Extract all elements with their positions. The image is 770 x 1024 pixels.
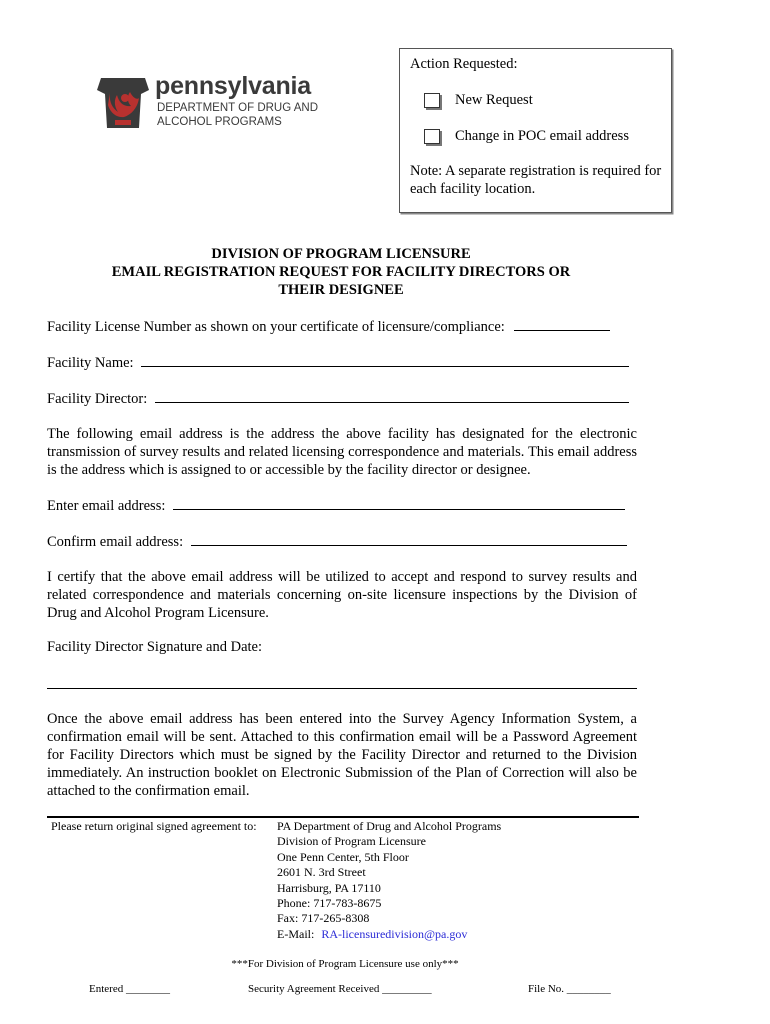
enter-email-row <box>47 496 625 515</box>
return-email-link[interactable]: RA-licensuredivision@pa.gov <box>321 926 468 941</box>
enter-email-label: Enter email address: <box>47 498 166 514</box>
confirm-email-field[interactable] <box>191 532 627 546</box>
pa-ddap-logo <box>97 74 327 134</box>
return-city: Harrisburg, PA 17110 <box>277 880 381 895</box>
return-phone: Phone: 717-783-8675 <box>277 896 382 911</box>
logo-dept-line2: ALCOHOL PROGRAMS <box>157 115 282 128</box>
file-number-field[interactable]: File No. ________ <box>528 983 611 995</box>
intro-paragraph: The following email address is the address the above facility has designated for the electronic transmission of survey results and related licensing correspondence and materials. This email address is the address which is assigned to or accessible by the facility director or designee. <box>47 426 637 478</box>
new-request-option[interactable] <box>424 92 533 109</box>
return-org: PA Department of Drug and Alcohol Programs <box>277 819 502 833</box>
signature-date-field[interactable] <box>47 688 637 689</box>
certify-paragraph: I certify that the above email address will be utilized to accept and respond to survey results and related correspondence and materials concerning on-site licensure inspections by the Division of Drug and Alcohol Program Licensure. <box>47 569 637 621</box>
return-building: One Penn Center, 5th Floor <box>277 849 409 864</box>
title-line1: DIVISION OF PROGRAM LICENSURE <box>211 246 471 262</box>
closing-paragraph: Once the above email address has been entered into the Survey Agency Information System, a confirmation email will be sent. Attached to this confirmation email will be a Password Agreement for Facility Directors which must be signed by the Facility Director and returned to the Division immediately. An instruction booklet on Electronic Submission of the Plan of Correction will also be attached to the confirmation email. <box>47 711 637 799</box>
change-poc-option[interactable] <box>424 128 629 145</box>
facility-name-label: Facility Name: <box>47 355 134 371</box>
license-number-label: Facility License Number as shown on your certificate of licensure/compliance: <box>47 319 505 335</box>
confirm-email-row <box>47 532 627 551</box>
security-agreement-field[interactable]: Security Agreement Received _________ <box>248 983 432 995</box>
return-email-row <box>277 927 501 942</box>
facility-director-field[interactable] <box>155 389 629 403</box>
entered-field[interactable]: Entered ________ <box>89 983 170 995</box>
confirm-email-label: Confirm email address: <box>47 534 184 550</box>
action-requested-box <box>399 48 672 213</box>
return-fax: Fax: 717-265-8308 <box>277 911 370 926</box>
return-label: Please return original signed agreement to: <box>51 819 257 833</box>
signature-label: Facility Director Signature and Date: <box>47 639 263 655</box>
facility-name-field[interactable] <box>141 353 629 367</box>
change-poc-label: Change in POC email address <box>455 128 629 144</box>
enter-email-field[interactable] <box>173 496 625 510</box>
return-address <box>277 819 501 942</box>
logo-wordmark: pennsylvania <box>155 72 311 100</box>
return-email-label: E-Mail: <box>277 926 315 941</box>
title-line2: EMAIL REGISTRATION REQUEST FOR FACILITY DIRECTORS OR THEIR DESIGNEE <box>111 264 571 298</box>
logo-dept-line1: DEPARTMENT OF DRUG AND <box>157 102 319 114</box>
action-requested-title: Action Requested: <box>410 56 518 72</box>
logo-department <box>157 102 327 129</box>
facility-director-row <box>47 389 629 408</box>
license-number-field[interactable] <box>514 317 610 331</box>
keystone-logo-icon <box>97 76 149 130</box>
form-title <box>40 245 642 299</box>
new-request-label: New Request <box>455 92 533 108</box>
license-number-row <box>47 317 610 336</box>
return-division: Division of Program Licensure <box>277 834 426 849</box>
section-divider <box>47 816 639 818</box>
return-street: 2601 N. 3rd Street <box>277 865 366 880</box>
facility-director-label: Facility Director: <box>47 391 148 407</box>
change-poc-checkbox[interactable] <box>424 129 440 144</box>
office-use-heading: ***For Division of Program Licensure use only*** <box>231 958 459 970</box>
new-request-checkbox[interactable] <box>424 93 440 108</box>
registration-note: Note: A separate registration is required for each facility location. <box>410 163 662 197</box>
facility-name-row <box>47 353 629 372</box>
